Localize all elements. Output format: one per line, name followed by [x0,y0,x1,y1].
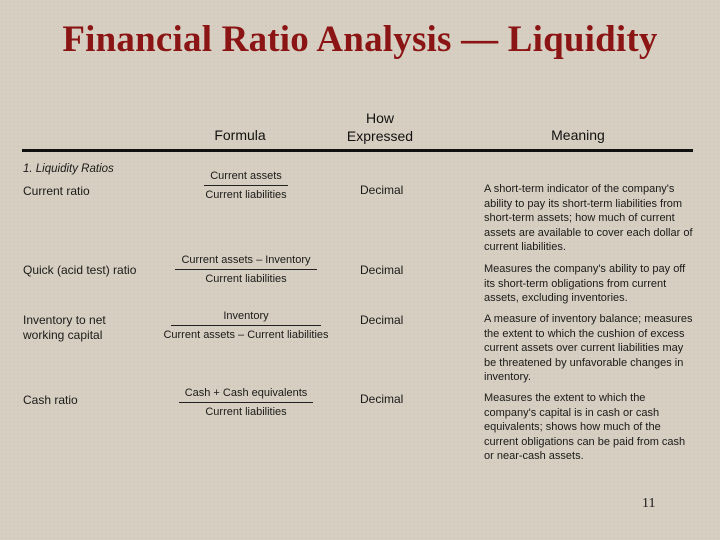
ratio-label-current: Current ratio [23,184,90,198]
formula-denominator: Current assets – Current liabilities [163,329,329,341]
formula-numerator: Cash + Cash equivalents [179,387,314,403]
formula-cash-ratio [146,387,346,418]
ratio-label-cash: Cash ratio [23,393,78,407]
formula-numerator: Current assets – Inventory [175,254,316,270]
header-expressed-line1: How [365,110,394,126]
slide-title: Financial Ratio Analysis — Liquidity [62,19,658,60]
header-expressed-line2: Expressed [346,128,414,144]
formula-numerator: Inventory [171,310,320,326]
section-label: 1. Liquidity Ratios [23,163,114,175]
page-number: 11 [642,496,656,511]
meaning-quick: Measures the company's ability to pay off its short-term obligations from current assets, excluding inventories. [484,263,686,305]
formula-quick-ratio [146,254,346,285]
expressed-quick: Decimal [360,263,404,277]
meaning-inventory: A measure of inventory balance; measures the extent to which the cushion of excess current assets over current liabilities may be threatened by unfavorable changes in inventory. [484,313,693,384]
formula-denominator: Current liabilities [205,273,287,285]
ratio-label-inventory: Inventory to net working capital [23,313,106,342]
meaning-current: A short-term indicator of the company's ability to pay its short-term liabilities from short-term assets; how much of current assets are available to cover each dollar of current liabilities. [484,183,693,254]
formula-inventory-ratio [146,310,346,341]
header-meaning: Meaning [551,127,605,143]
header-formula: Formula [214,127,266,143]
formula-current-ratio [146,170,346,201]
header-rule [22,149,693,152]
meaning-cash: Measures the extent to which the company's capital is in cash or cash equivalents; shows how much of the current obligations can be paid from cash or near-cash assets. [484,392,686,463]
header-how-expressed [325,109,435,145]
expressed-current: Decimal [360,183,404,197]
formula-denominator: Current liabilities [205,406,287,418]
formula-denominator: Current liabilities [205,189,287,201]
expressed-cash: Decimal [360,392,404,406]
expressed-inventory: Decimal [360,313,404,327]
formula-numerator: Current assets [204,170,288,186]
ratio-label-quick: Quick (acid test) ratio [23,263,137,277]
